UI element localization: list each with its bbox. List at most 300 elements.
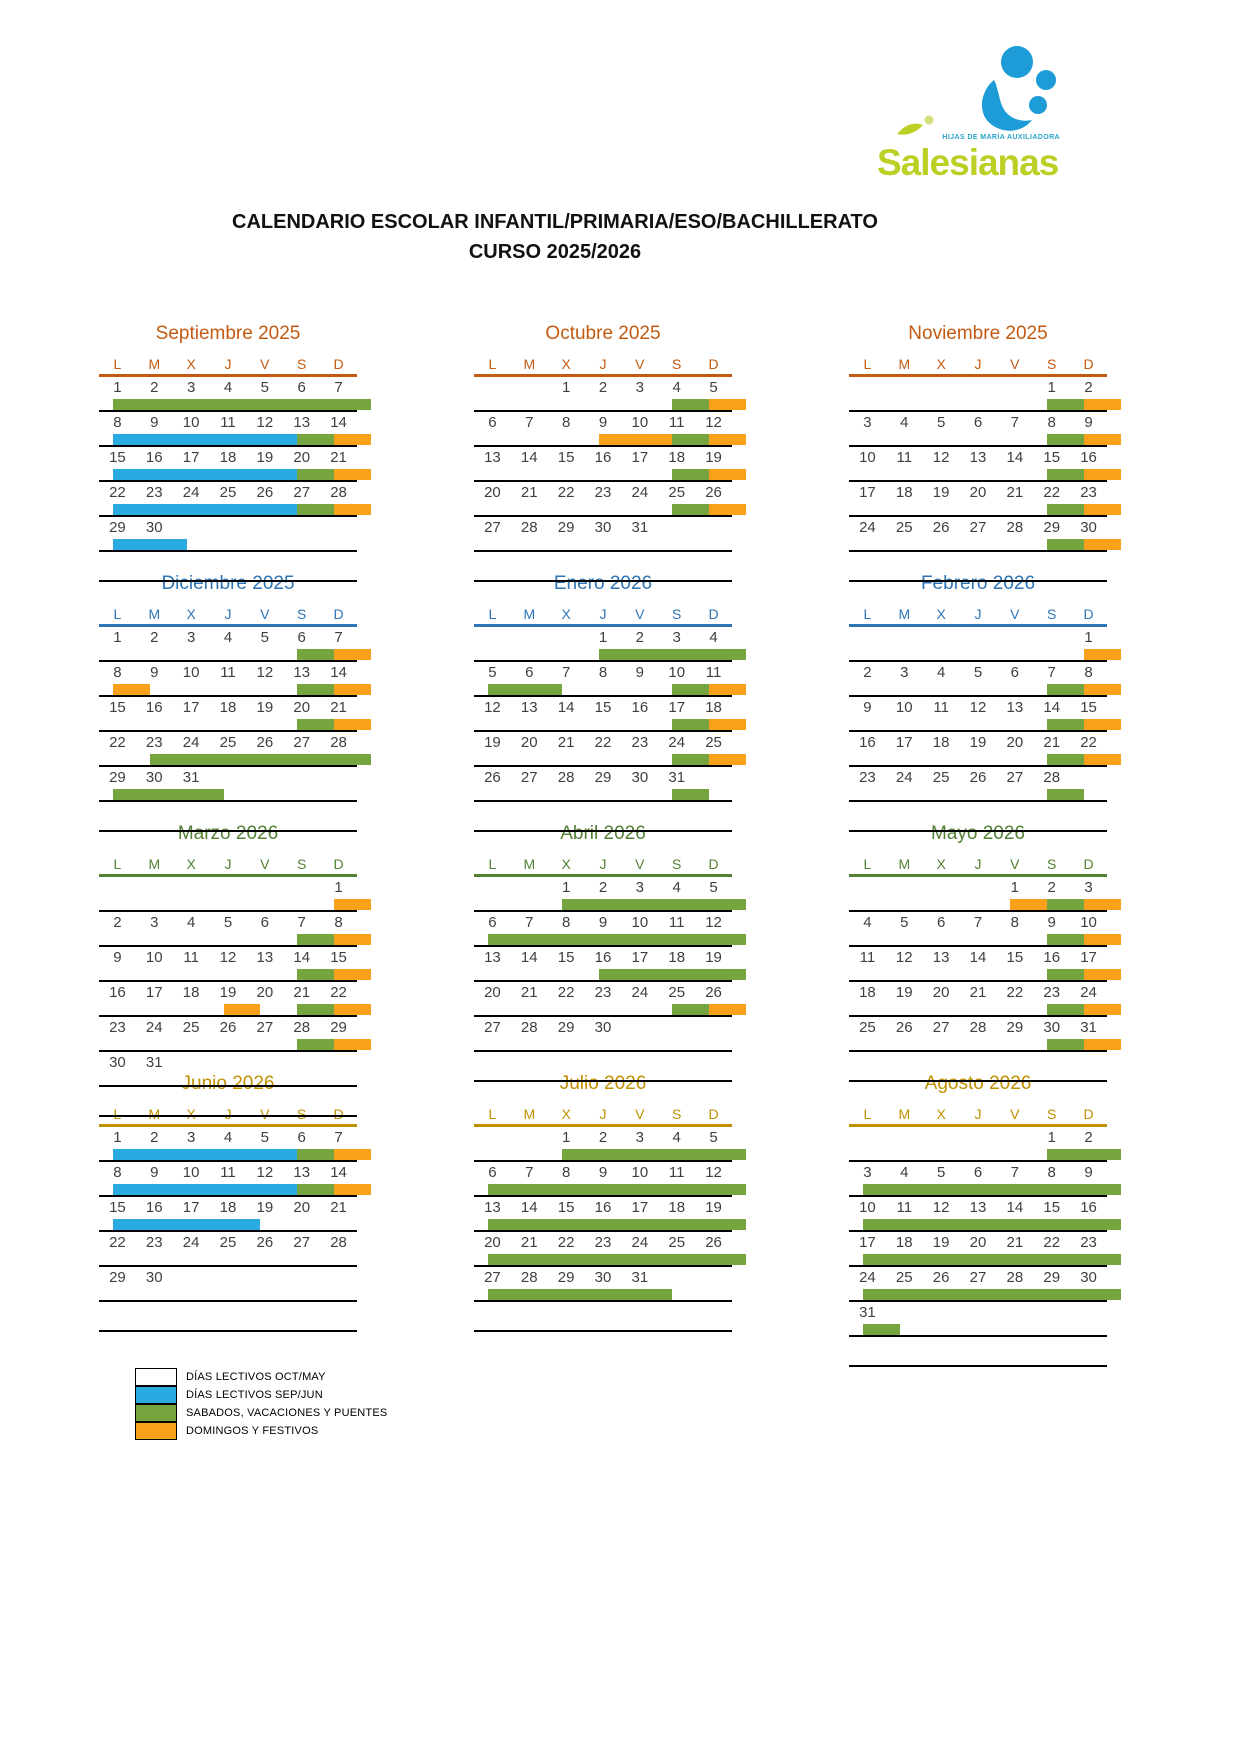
weekday-label: D	[1083, 606, 1094, 622]
day-bar	[562, 899, 599, 910]
weekday-label: J	[974, 356, 982, 372]
week-row	[474, 912, 732, 947]
day-bar	[260, 434, 297, 445]
day-bar	[150, 1004, 187, 1015]
day-bar	[562, 649, 599, 660]
day-bar	[863, 934, 900, 945]
weekday-label: V	[635, 606, 645, 622]
weekday-label: X	[186, 1106, 196, 1122]
day-bar	[672, 1004, 709, 1015]
day-cell: 1	[598, 629, 608, 646]
day-cell: 4	[863, 914, 872, 931]
week-numbers	[99, 947, 357, 970]
day-cell: 24	[145, 1019, 163, 1036]
day-bar	[900, 1289, 937, 1300]
months-grid	[99, 322, 1107, 1322]
day-cell: 17	[145, 984, 163, 1001]
week-bars	[488, 1184, 746, 1195]
day-bar	[260, 1184, 297, 1195]
day-bar	[672, 789, 709, 800]
day-cell: 25	[932, 769, 950, 786]
weekday-label: J	[974, 606, 982, 622]
day-bar	[150, 1254, 187, 1265]
day-bar	[334, 754, 371, 765]
day-bar	[709, 1004, 746, 1015]
day-cell: 24	[631, 484, 649, 501]
day-bar	[900, 1254, 937, 1265]
day-cell: 29	[330, 1019, 347, 1036]
weekday-label: D	[708, 606, 719, 622]
day-cell: 27	[256, 1019, 274, 1036]
week-numbers	[849, 482, 1107, 505]
day-cell: 2	[598, 379, 608, 396]
day-bar	[562, 434, 599, 445]
empty-cell	[923, 629, 960, 650]
empty-cell	[960, 629, 997, 650]
week-bars	[863, 684, 1121, 695]
empty-cell	[283, 1269, 320, 1290]
week-row	[474, 627, 732, 662]
week-row	[99, 412, 357, 447]
day-cell: 13	[520, 699, 538, 716]
weekday-label: D	[333, 856, 344, 872]
day-cell: 30	[594, 1269, 612, 1286]
day-cell: 19	[705, 449, 722, 466]
day-bar	[900, 434, 937, 445]
empty-cell	[474, 1129, 511, 1150]
day-cell: 13	[484, 449, 501, 466]
empty-cell	[621, 1019, 658, 1040]
day-bar	[334, 969, 371, 980]
weekday-label: L	[113, 856, 122, 872]
day-bar	[672, 1039, 709, 1050]
day-bar	[709, 1184, 746, 1195]
weekday-label: L	[488, 1106, 497, 1122]
weekday-label: V	[260, 356, 270, 372]
day-cell: 28	[520, 1019, 538, 1036]
day-bar	[863, 504, 900, 515]
day-bar	[635, 1289, 672, 1300]
weekday-label: D	[1083, 856, 1094, 872]
day-bar	[187, 469, 224, 480]
day-bar	[187, 754, 224, 765]
day-cell: 2	[150, 379, 159, 396]
weekday-label: M	[523, 606, 536, 622]
empty-cell	[99, 879, 136, 900]
day-bar	[974, 1219, 1011, 1230]
day-bar	[150, 504, 187, 515]
month-title: Diciembre 2025	[161, 573, 295, 594]
day-cell: 24	[1080, 984, 1097, 1001]
empty-cell	[246, 879, 283, 900]
day-cell: 12	[705, 1164, 722, 1181]
day-bar	[1010, 1039, 1047, 1050]
month-abril-2026	[474, 822, 732, 1072]
day-bar	[1010, 1184, 1047, 1195]
day-bar	[974, 1254, 1011, 1265]
day-bar	[709, 1289, 746, 1300]
day-bar	[709, 934, 746, 945]
day-cell: 7	[561, 664, 571, 681]
weekday-label: D	[708, 1106, 719, 1122]
day-cell: 21	[557, 734, 575, 751]
day-bar	[863, 1004, 900, 1015]
day-cell: 23	[594, 1234, 612, 1251]
week-row	[99, 377, 357, 412]
week-numbers	[474, 697, 732, 720]
day-cell: 24	[859, 519, 876, 536]
day-cell: 20	[520, 734, 538, 751]
day-bar	[1047, 1149, 1084, 1160]
weekday-header-row	[849, 1099, 1107, 1127]
week-row	[474, 447, 732, 482]
day-bar	[260, 899, 297, 910]
empty-cell	[548, 629, 585, 650]
day-bar	[150, 969, 187, 980]
day-cell: 8	[113, 1164, 122, 1181]
day-bar	[863, 399, 900, 410]
day-bar	[113, 934, 150, 945]
weekday-header-row	[474, 599, 732, 627]
day-cell: 23	[145, 734, 163, 751]
day-cell: 3	[635, 1129, 645, 1146]
month-title: Abril 2026	[560, 823, 646, 844]
day-bar	[525, 649, 562, 660]
weekday-label: X	[186, 356, 196, 372]
day-bar	[863, 1149, 900, 1160]
day-bar	[1047, 1254, 1084, 1265]
week-row	[849, 482, 1107, 517]
day-cell: 25	[668, 484, 686, 501]
day-bar	[599, 1149, 636, 1160]
empty-cell	[246, 769, 283, 790]
day-bar	[974, 934, 1011, 945]
day-bar	[937, 1324, 974, 1335]
day-bar	[297, 399, 334, 410]
day-cell: 30	[1080, 1269, 1097, 1286]
week-row	[474, 877, 732, 912]
weekday-label: L	[863, 356, 872, 372]
day-cell: 26	[969, 769, 987, 786]
day-cell: 29	[1043, 1269, 1061, 1286]
weekday-label: L	[863, 606, 872, 622]
day-cell: 28	[1006, 1269, 1024, 1286]
day-cell: 11	[668, 914, 685, 931]
week-numbers	[474, 377, 732, 400]
day-cell: 27	[293, 484, 311, 501]
weekday-label: J	[974, 1106, 982, 1122]
week-bars	[113, 1254, 371, 1265]
day-cell: 8	[561, 1164, 571, 1181]
day-cell: 11	[668, 414, 685, 431]
day-bar	[599, 934, 636, 945]
day-cell: 6	[260, 914, 270, 931]
week-numbers	[99, 377, 357, 400]
day-bar	[150, 1149, 187, 1160]
day-bar	[1010, 1289, 1047, 1300]
day-bar	[334, 539, 371, 550]
day-cell: 4	[900, 1164, 909, 1181]
day-cell: 15	[109, 699, 126, 716]
week-bars	[863, 719, 1121, 730]
day-bar	[562, 754, 599, 765]
day-cell: 16	[1043, 949, 1061, 966]
day-bar	[974, 1149, 1011, 1160]
day-cell: 21	[1043, 734, 1061, 751]
day-bar	[113, 754, 150, 765]
day-bar	[297, 1074, 334, 1085]
week-numbers	[474, 1162, 732, 1185]
day-cell: 11	[896, 1199, 913, 1216]
week-numbers	[849, 1162, 1107, 1185]
day-bar	[937, 1219, 974, 1230]
day-cell: 21	[520, 1234, 538, 1251]
month-febrero-2026	[849, 572, 1107, 822]
day-bar	[488, 504, 525, 515]
week-bars	[113, 934, 371, 945]
day-bar	[672, 1254, 709, 1265]
week-bars	[488, 899, 746, 910]
day-cell: 12	[705, 914, 722, 931]
day-bar	[900, 754, 937, 765]
day-cell: 7	[334, 629, 343, 646]
day-bar	[562, 1149, 599, 1160]
day-bar	[150, 899, 187, 910]
day-bar	[1047, 1039, 1084, 1050]
month-noviembre-2025	[849, 322, 1107, 572]
day-bar	[224, 1004, 261, 1015]
week-row	[849, 732, 1107, 767]
day-bar	[187, 504, 224, 515]
day-cell: 22	[109, 484, 126, 501]
day-cell: 12	[256, 414, 274, 431]
week-bars	[863, 969, 1121, 980]
day-cell: 24	[631, 1234, 649, 1251]
day-bar	[187, 399, 224, 410]
weekday-label: M	[898, 606, 911, 622]
day-bar	[974, 1289, 1011, 1300]
day-bar	[937, 1039, 974, 1050]
day-bar	[525, 1004, 562, 1015]
day-bar	[1047, 1184, 1084, 1195]
day-bar	[974, 969, 1011, 980]
month-title: Enero 2026	[553, 573, 653, 594]
weekday-header-row	[99, 849, 357, 877]
day-bar	[562, 1004, 599, 1015]
week-bars	[488, 969, 746, 980]
weekday-label: L	[488, 856, 497, 872]
day-bar	[672, 754, 709, 765]
day-cell: 27	[484, 519, 501, 536]
weekday-header-row	[99, 349, 357, 377]
week-numbers	[474, 1197, 732, 1220]
legend-item	[135, 1368, 387, 1386]
day-cell: 24	[668, 734, 686, 751]
day-cell: 6	[1010, 664, 1020, 681]
day-bar	[863, 969, 900, 980]
day-cell: 3	[900, 664, 909, 681]
day-cell: 14	[330, 1164, 347, 1181]
day-cell: 26	[705, 1234, 722, 1251]
day-bar	[1010, 719, 1047, 730]
weekday-label: D	[333, 356, 344, 372]
day-cell: 2	[598, 1129, 608, 1146]
day-bar	[635, 719, 672, 730]
day-bar	[1084, 539, 1121, 550]
day-bar	[297, 969, 334, 980]
day-cell: 22	[557, 984, 575, 1001]
day-bar	[863, 789, 900, 800]
day-cell: 25	[859, 1019, 876, 1036]
week-bars	[113, 1074, 371, 1085]
day-cell: 9	[1084, 414, 1093, 431]
day-bar	[297, 1184, 334, 1195]
day-bar	[150, 649, 187, 660]
day-cell: 19	[969, 734, 987, 751]
empty-cell	[320, 1054, 357, 1075]
day-bar	[488, 684, 525, 695]
weekday-label: X	[186, 856, 196, 872]
day-bar	[635, 399, 672, 410]
day-cell: 17	[859, 1234, 876, 1251]
day-cell: 12	[705, 414, 722, 431]
week-numbers	[849, 627, 1107, 650]
week-bars	[863, 789, 1121, 800]
week-numbers	[99, 517, 357, 540]
day-bar	[709, 434, 746, 445]
trailing-empty-row	[99, 1302, 357, 1332]
day-cell: 30	[145, 1269, 163, 1286]
week-row	[99, 447, 357, 482]
week-bars	[113, 1039, 371, 1050]
day-bar	[113, 1004, 150, 1015]
day-bar	[187, 1149, 224, 1160]
day-bar	[974, 539, 1011, 550]
day-cell: 23	[145, 484, 163, 501]
week-bars	[863, 469, 1121, 480]
day-bar	[599, 754, 636, 765]
empty-cell	[210, 519, 247, 540]
day-cell: 17	[631, 949, 649, 966]
day-cell: 31	[1080, 1019, 1097, 1036]
week-bars	[863, 504, 1121, 515]
day-cell: 15	[330, 949, 347, 966]
day-bar	[525, 399, 562, 410]
day-cell: 10	[145, 949, 163, 966]
day-cell: 9	[113, 949, 122, 966]
empty-cell	[849, 379, 886, 400]
day-bar	[224, 719, 261, 730]
day-bar	[1010, 1149, 1047, 1160]
day-cell: 22	[1043, 484, 1061, 501]
day-bar	[599, 1254, 636, 1265]
day-bar	[672, 434, 709, 445]
day-cell: 14	[520, 1199, 538, 1216]
week-numbers	[99, 627, 357, 650]
day-cell: 25	[219, 734, 237, 751]
day-bar	[1010, 934, 1047, 945]
empty-cell	[173, 1269, 210, 1290]
week-row	[474, 377, 732, 412]
day-bar	[187, 1289, 224, 1300]
day-cell: 4	[223, 1129, 233, 1146]
weekday-label: D	[708, 356, 719, 372]
day-cell: 18	[895, 484, 913, 501]
day-cell: 6	[297, 379, 306, 396]
weekday-label: L	[113, 606, 122, 622]
day-cell: 29	[1043, 519, 1061, 536]
day-cell: 21	[330, 1199, 347, 1216]
day-bar	[709, 969, 746, 980]
day-bar	[937, 399, 974, 410]
day-cell: 24	[859, 1269, 876, 1286]
day-bar	[525, 969, 562, 980]
day-cell: 7	[525, 1164, 534, 1181]
weekday-label: V	[1010, 856, 1020, 872]
weekday-label: M	[523, 356, 536, 372]
week-bars	[863, 1039, 1121, 1050]
week-bars	[863, 1324, 1121, 1335]
day-bar	[599, 434, 636, 445]
week-bars	[113, 1149, 371, 1160]
day-cell: 18	[668, 449, 686, 466]
day-bar	[297, 754, 334, 765]
day-cell: 22	[594, 734, 612, 751]
day-bar	[525, 934, 562, 945]
day-bar	[974, 684, 1011, 695]
day-bar	[297, 539, 334, 550]
day-bar	[187, 719, 224, 730]
week-row	[99, 627, 357, 662]
week-row	[99, 982, 357, 1017]
week-bars	[488, 1254, 746, 1265]
day-bar	[900, 504, 937, 515]
weekday-label: J	[599, 606, 607, 622]
day-cell: 30	[109, 1054, 126, 1071]
day-cell: 2	[150, 1129, 159, 1146]
weekday-label: S	[672, 356, 682, 372]
week-row	[99, 947, 357, 982]
day-bar	[635, 1039, 672, 1050]
day-bar	[187, 1219, 224, 1230]
day-bar	[113, 469, 150, 480]
day-bar	[1010, 1004, 1047, 1015]
day-cell: 3	[863, 1164, 872, 1181]
day-cell: 13	[969, 449, 987, 466]
legend-label: DÍAS LECTIVOS SEP/JUN	[186, 1389, 323, 1401]
day-bar	[709, 1039, 746, 1050]
day-bar	[1047, 899, 1084, 910]
day-bar	[900, 969, 937, 980]
day-cell: 10	[859, 449, 876, 466]
day-cell: 28	[1006, 519, 1024, 536]
day-bar	[900, 719, 937, 730]
day-cell: 22	[330, 984, 347, 1001]
week-row	[849, 1162, 1107, 1197]
week-bars	[863, 934, 1121, 945]
day-cell: 30	[1043, 1019, 1061, 1036]
week-row	[474, 1267, 732, 1302]
weekday-label: X	[936, 606, 946, 622]
weekday-label: S	[297, 356, 307, 372]
legend	[135, 1368, 387, 1440]
week-bars	[863, 1004, 1121, 1015]
day-cell: 7	[1010, 1164, 1020, 1181]
day-bar	[150, 719, 187, 730]
weekday-label: M	[148, 606, 161, 622]
week-numbers	[849, 912, 1107, 935]
week-row	[849, 947, 1107, 982]
